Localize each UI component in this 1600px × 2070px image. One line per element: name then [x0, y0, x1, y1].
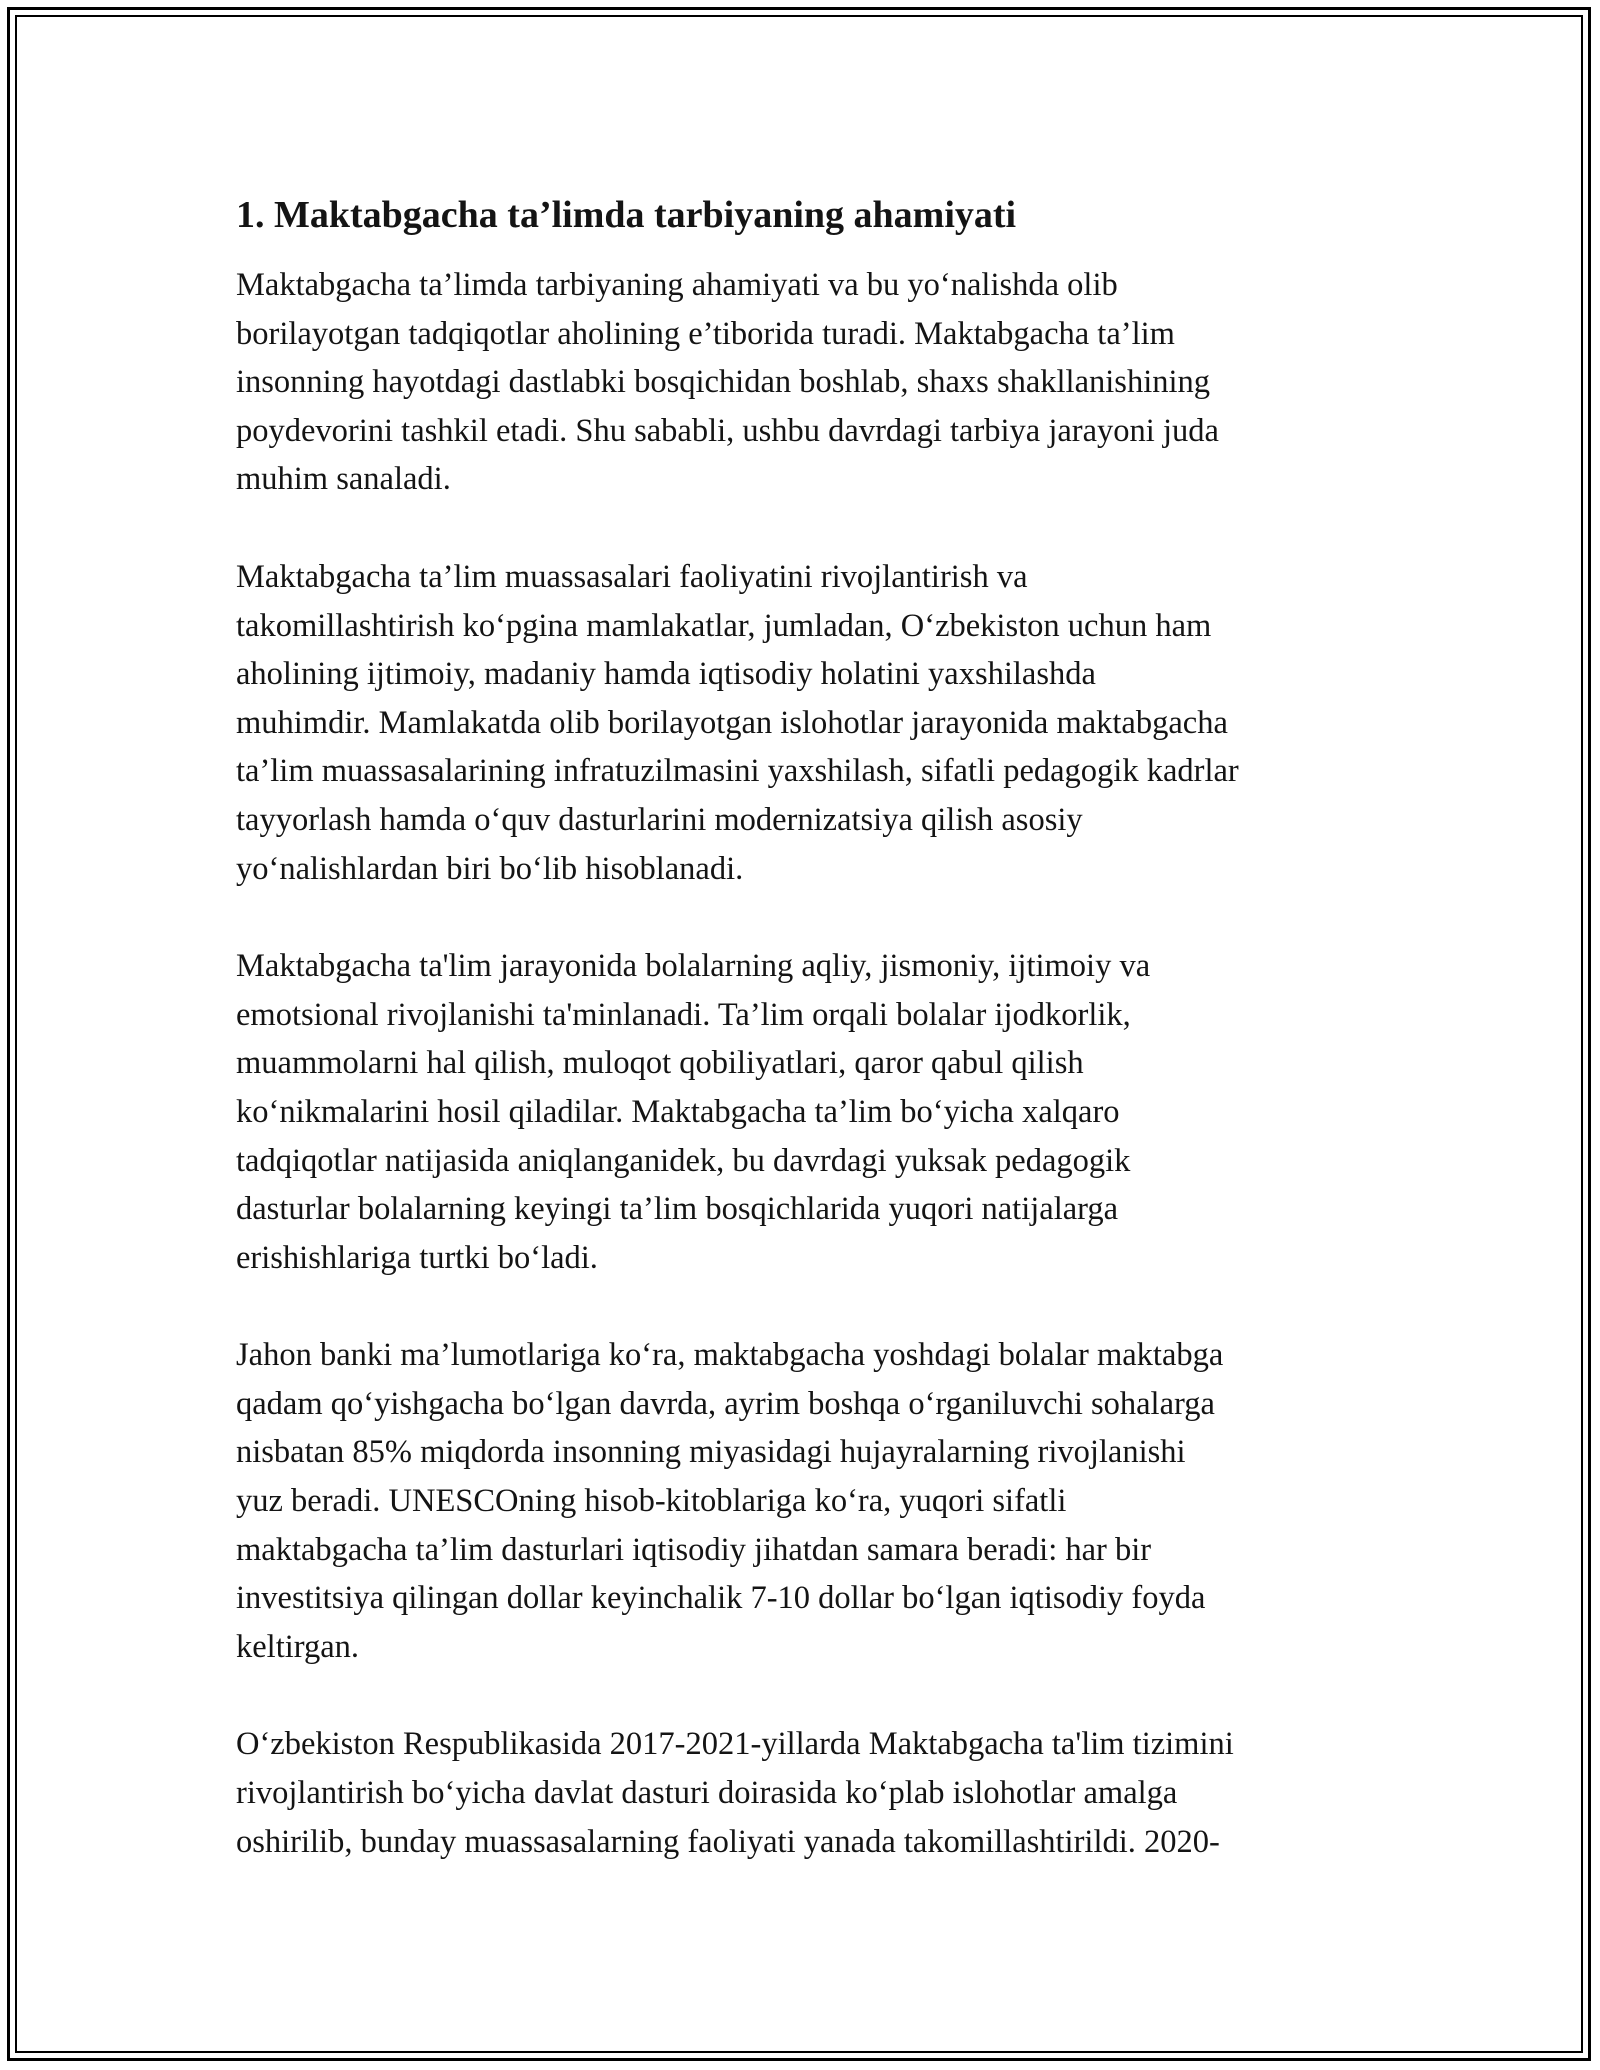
text-line: nisbatan 85% miqdorda insonning miyasidagi hujayralarning rivojlanishi [236, 1434, 1186, 1471]
text-line: dasturlar bolalarning keyingi ta’lim bosqichlarida yuqori natijalarga [236, 1191, 1119, 1228]
text-line: yo‘nalishlardan biri bo‘lib hisoblanadi. [236, 850, 744, 887]
paragraph-5 [236, 1720, 1381, 1866]
text-line: tadqiqotlar natijasida aniqlanganidek, bu davrdagi yuksak pedagogik [236, 1142, 1131, 1179]
text-line: erishishlariga turtki bo‘ladi. [236, 1239, 598, 1276]
text-line: muhimdir. Mamlakatda olib borilayotgan islohotlar jarayonida maktabgacha [236, 704, 1228, 741]
paragraph-1 [236, 261, 1381, 504]
text-line: insonning hayotdagi dastlabki bosqichidan boshlab, shaxs shakllanishining [236, 364, 1211, 401]
text-line: rivojlantirish bo‘yicha davlat dasturi doirasida ko‘plab islohotlar amalga [236, 1775, 1178, 1812]
text-line: borilayotgan tadqiqotlar aholining e’tiborida turadi. Maktabgacha ta’lim [236, 315, 1175, 352]
text-line: yuz beradi. UNESCOning hisob-kitoblariga ko‘ra, yuqori sifatli [236, 1483, 1067, 1520]
text-line: qadam qo‘yishgacha bo‘lgan davrda, ayrim boshqa o‘rganiluvchi sohalarga [236, 1385, 1215, 1422]
text-line: Maktabgacha ta’lim muassasalari faoliyatini rivojlantirish va [236, 558, 1028, 595]
section-heading: 1. Maktabgacha ta’limda tarbiyaning ahamiyati [236, 194, 1017, 236]
text-line: investitsiya qilingan dollar keyinchalik 7-10 dollar bo‘lgan iqtisodiy foyda [236, 1580, 1206, 1617]
document-body [236, 185, 1381, 1915]
text-line: poydevorini tashkil etadi. Shu sababli, ushbu davrdagi tarbiya jarayoni juda [236, 412, 1219, 449]
text-line: maktabgacha ta’lim dasturlari iqtisodiy jihatdan samara beradi: har bir [236, 1531, 1152, 1568]
text-line: aholining ijtimoiy, madaniy hamda iqtisodiy holatini yaxshilashda [236, 656, 1096, 693]
text-line: O‘zbekiston Respublikasida 2017-2021-yillarda Maktabgacha ta'lim tizimini [236, 1726, 1234, 1763]
text-line: keltirgan. [236, 1628, 360, 1665]
text-line: Maktabgacha ta’limda tarbiyaning ahamiyati va bu yo‘nalishda olib [236, 267, 1118, 303]
text-line: takomillashtirish ko‘pgina mamlakatlar, jumladan, O‘zbekiston uchun ham [236, 607, 1212, 644]
text-line: Jahon banki ma’lumotlariga ko‘ra, maktabgacha yoshdagi bolalar maktabga [236, 1337, 1224, 1374]
text-line: ko‘nikmalarini hosil qiladilar. Maktabgacha ta’lim bo‘yicha xalqaro [236, 1093, 1120, 1130]
text-line: emotsional rivojlanishi ta'minlanadi. Ta’lim orqali bolalar ijodkorlik, [236, 996, 1131, 1033]
text-line: ta’lim muassasalarining infratuzilmasini yaxshilash, sifatli pedagogik kadrlar [236, 753, 1239, 790]
paragraph-2 [236, 553, 1381, 893]
text-line: Maktabgacha ta'lim jarayonida bolalarning aqliy, jismoniy, ijtimoiy va [236, 948, 1151, 985]
paragraph-4 [236, 1331, 1381, 1671]
text-line: muhim sanaladi. [236, 461, 451, 498]
text-line: oshirilib, bunday muassasalarning faoliyati yanada takomillashtirildi. 2020- [236, 1823, 1220, 1860]
text-line: muammolarni hal qilish, muloqot qobiliyatlari, qaror qabul qilish [236, 1045, 1084, 1082]
text-line: tayyorlash hamda o‘quv dasturlarini modernizatsiya qilish asosiy [236, 801, 1083, 838]
paragraph-3 [236, 942, 1381, 1282]
